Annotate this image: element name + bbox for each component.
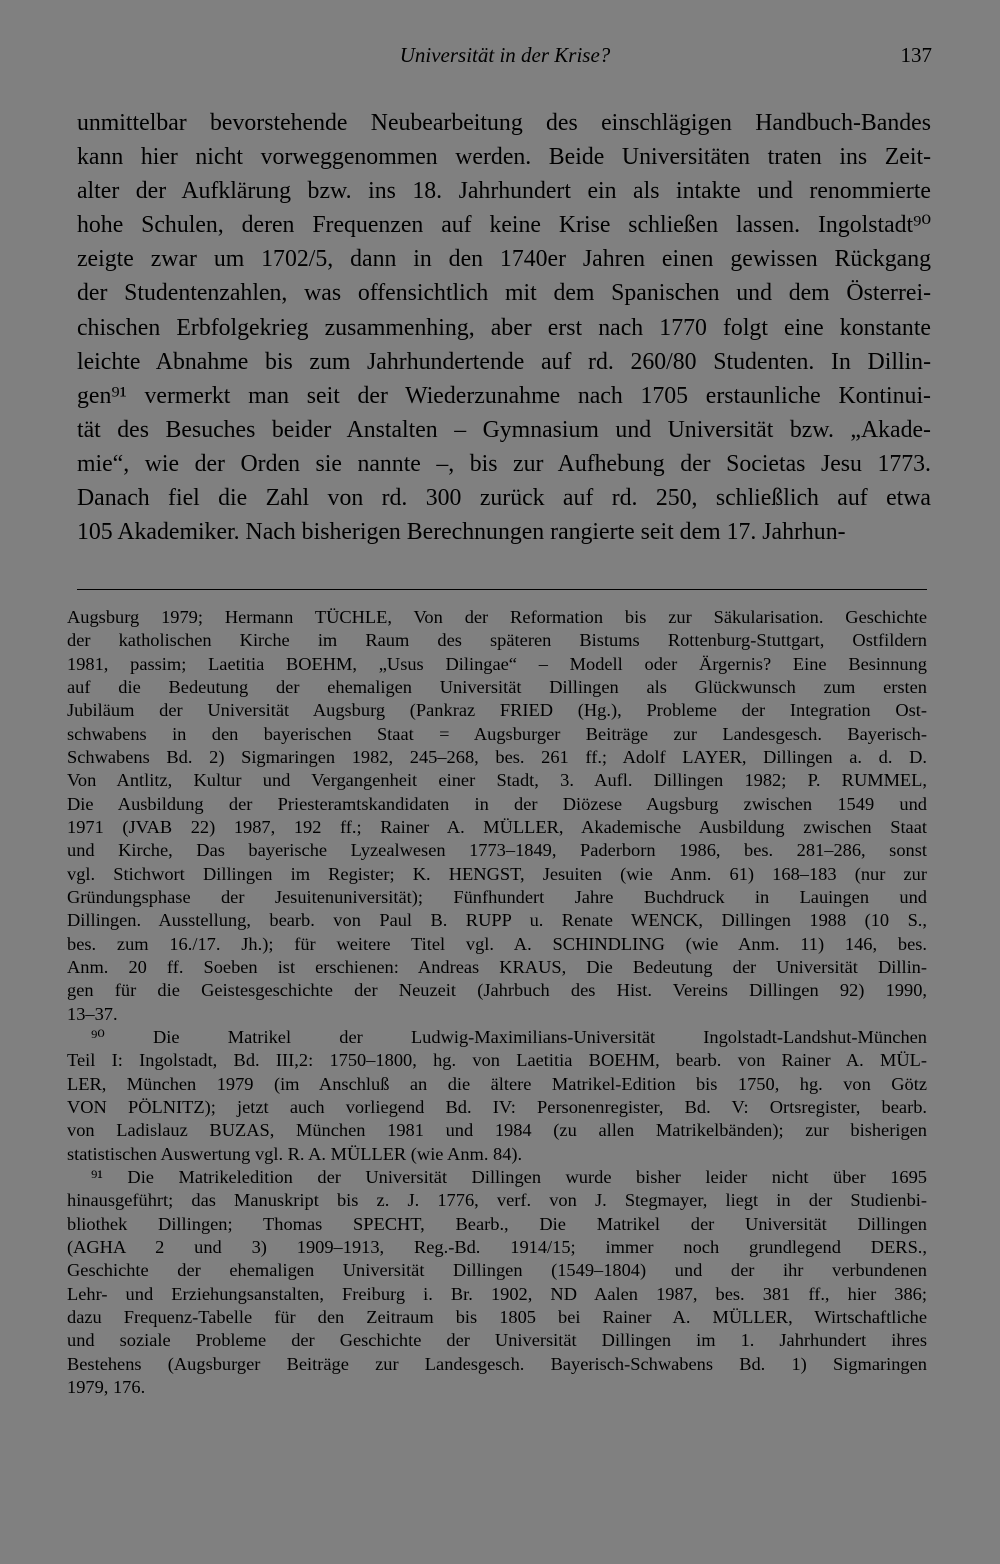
body-line: tät des Besuches beider Anstalten – Gymnasium und Universität bzw. „Akade- — [77, 416, 931, 443]
footnote-line: 1981, passim; Laetitia BOEHM, „Usus Dilingae“ – Modell oder Ärgernis? Eine Besinnung — [67, 653, 927, 674]
footnote-line: gen für die Geistesgeschichte der Neuzeit (Jahrbuch des Hist. Vereins Dillingen 92) 1990, — [67, 980, 927, 1001]
footnote-line: dazu Frequenz-Tabelle für den Zeitraum bis 1805 bei Rainer A. MÜLLER, Wirtschaftliche — [67, 1306, 927, 1327]
footnote-line: Von Antlitz, Kultur und Vergangenheit einer Stadt, 3. Aufl. Dillingen 1982; P. RUMMEL, — [67, 770, 927, 791]
footnote-separator — [77, 589, 927, 590]
footnote-line: hinausgeführt; das Manuskript bis z. J. 1776, verf. von J. Stegmayer, liegt in der Studienbi- — [67, 1190, 927, 1211]
footnote-line: Augsburg 1979; Hermann TÜCHLE, Von der Reformation bis zur Säkularisation. Geschichte — [67, 607, 927, 627]
body-line: alter der Aufklärung bzw. ins 18. Jahrhundert ein als intakte und renommierte — [77, 178, 931, 205]
footnote-line: 1979, 176. — [67, 1376, 146, 1397]
footnote-line: vgl. Stichwort Dillingen im Register; K. HENGST, Jesuiten (wie Anm. 61) 168–183 (nur zur — [67, 863, 927, 884]
footnotes — [67, 606, 927, 1399]
footnote-line: 1971 (JVAB 22) 1987, 192 ff.; Rainer A. MÜLLER, Akademische Ausbildung zwischen Staat — [67, 816, 927, 837]
footnote-line: (AGHA 2 und 3) 1909–1913, Reg.-Bd. 1914/15; immer noch grundlegend DERS., — [67, 1236, 927, 1257]
body-line: mie“, wie der Orden sie nannte –, bis zur Aufhebung der Societas Jesu 1773. — [77, 450, 931, 477]
footnote-line: von Ladislauz BUZAS, München 1981 und 1984 (zu allen Matrikelbänden); zur bisherigen — [67, 1120, 927, 1141]
page-number: 137 — [900, 43, 932, 67]
body-line: gen⁹¹ vermerkt man seit der Wiederzunahme nach 1705 erstaunliche Kontinui- — [77, 382, 931, 409]
footnote-line: Dillingen. Ausstellung, bearb. von Paul B. RUPP u. Renate WENCK, Dillingen 1988 (10 S., — [67, 910, 927, 931]
footnote-line: Teil I: Ingolstadt, Bd. III,2: 1750–1800, hg. von Laetitia BOEHM, bearb. von Rainer A. MÜL- — [67, 1050, 927, 1071]
footnote-line: Die Ausbildung der Priesteramtskandidaten in der Diözese Augsburg zwischen 1549 und — [67, 793, 927, 814]
footnote-line: VON PÖLNITZ); jetzt auch vorliegend Bd. IV: Personenregister, Bd. V: Ortsregister, bearb. — [67, 1096, 927, 1117]
footnote-line: und soziale Probleme der Geschichte der Universität Dillingen im 1. Jahrhundert ihres — [67, 1330, 927, 1351]
body-line: chischen Erbfolgekrieg zusammenhing, aber erst nach 1770 folgt eine konstante — [77, 314, 931, 341]
footnote-line: und Kirche, Das bayerische Lyzealwesen 1773–1849, Paderborn 1986, bes. 281–286, sonst — [67, 840, 927, 861]
footnote-line: Lehr- und Erziehungsanstalten, Freiburg i. Br. 1902, ND Aalen 1987, bes. 381 ff., hier 386; — [67, 1283, 927, 1304]
footnote-line: bliothek Dillingen; Thomas SPECHT, Bearb., Die Matrikel der Universität Dillingen — [67, 1213, 927, 1234]
body-line: 105 Akademiker. Nach bisherigen Berechnungen rangierte seit dem 17. Jahrhun- — [77, 519, 846, 546]
footnote-line: auf die Bedeutung der ehemaligen Universität Dillingen als Glückwunsch zum ersten — [67, 676, 927, 697]
body-line: der Studentenzahlen, was offensichtlich mit dem Spanischen und dem Österrei- — [77, 280, 931, 307]
footnote-line: Geschichte der ehemaligen Universität Dillingen (1549–1804) und der ihr verbundenen — [67, 1260, 927, 1281]
footnote-line: Bestehens (Augsburger Beiträge zur Landesgesch. Bayerisch-Schwabens Bd. 1) Sigmaringen — [67, 1353, 927, 1374]
footnote-line: schwabens in den bayerischen Staat = Augsburger Beiträge zur Landesgesch. Bayerisch- — [67, 723, 927, 744]
footnote-line: Schwabens Bd. 2) Sigmaringen 1982, 245–268, bes. 261 ff.; Adolf LAYER, Dillingen a. d. D. — [67, 746, 927, 767]
footnote-line: Anm. 20 ff. Soeben ist erschienen: Andreas KRAUS, Die Bedeutung der Universität Dillin- — [67, 956, 927, 977]
body-text — [77, 106, 931, 549]
body-line: kann hier nicht vorweggenommen werden. Beide Universitäten traten ins Zeit- — [77, 144, 931, 171]
footnote-line: LER, München 1979 (im Anschluß an die ältere Matrikel-Edition bis 1750, hg. von Götz — [67, 1073, 927, 1094]
body-line: leichte Abnahme bis zum Jahrhundertende auf rd. 260/80 Studenten. In Dillin- — [77, 348, 931, 375]
footnote-line: 13–37. — [67, 1003, 118, 1024]
footnote-line: der katholischen Kirche im Raum des späteren Bistums Rottenburg-Stuttgart, Ostfildern — [67, 630, 927, 651]
footnote-91-start: ⁹¹ Die Matrikeledition der Universität Dillingen wurde bisher leider nicht über 1695 — [91, 1166, 927, 1187]
body-line: zeigte zwar um 1702/5, dann in den 1740er Jahren einen gewissen Rückgang — [77, 246, 931, 273]
footnote-line: Gründungsphase der Jesuitenuniversität); Fünfhundert Jahre Buchdruck in Lauingen und — [67, 886, 927, 907]
footnote-line: bes. zum 16./17. Jh.); für weitere Titel vgl. A. SCHINDLING (wie Anm. 11) 146, bes. — [67, 933, 927, 954]
body-line: hohe Schulen, deren Frequenzen auf keine Krise schließen lassen. Ingolstadt⁹⁰ — [77, 212, 931, 239]
footnote-line: statistischen Auswertung vgl. R. A. MÜLLER (wie Anm. 84). — [67, 1143, 523, 1164]
running-header-title: Universität in der Krise? — [399, 43, 611, 67]
footnote-line: Jubiläum der Universität Augsburg (Pankraz FRIED (Hg.), Probleme der Integration Ost- — [67, 700, 927, 721]
footnote-90-start: ⁹⁰ Die Matrikel der Ludwig-Maximilians-Universität Ingolstadt-Landshut-München — [91, 1026, 927, 1047]
body-line: unmittelbar bevorstehende Neubearbeitung des einschlägigen Handbuch-Bandes — [77, 110, 931, 136]
body-line: Danach fiel die Zahl von rd. 300 zurück auf rd. 250, schließlich auf etwa — [77, 485, 931, 512]
